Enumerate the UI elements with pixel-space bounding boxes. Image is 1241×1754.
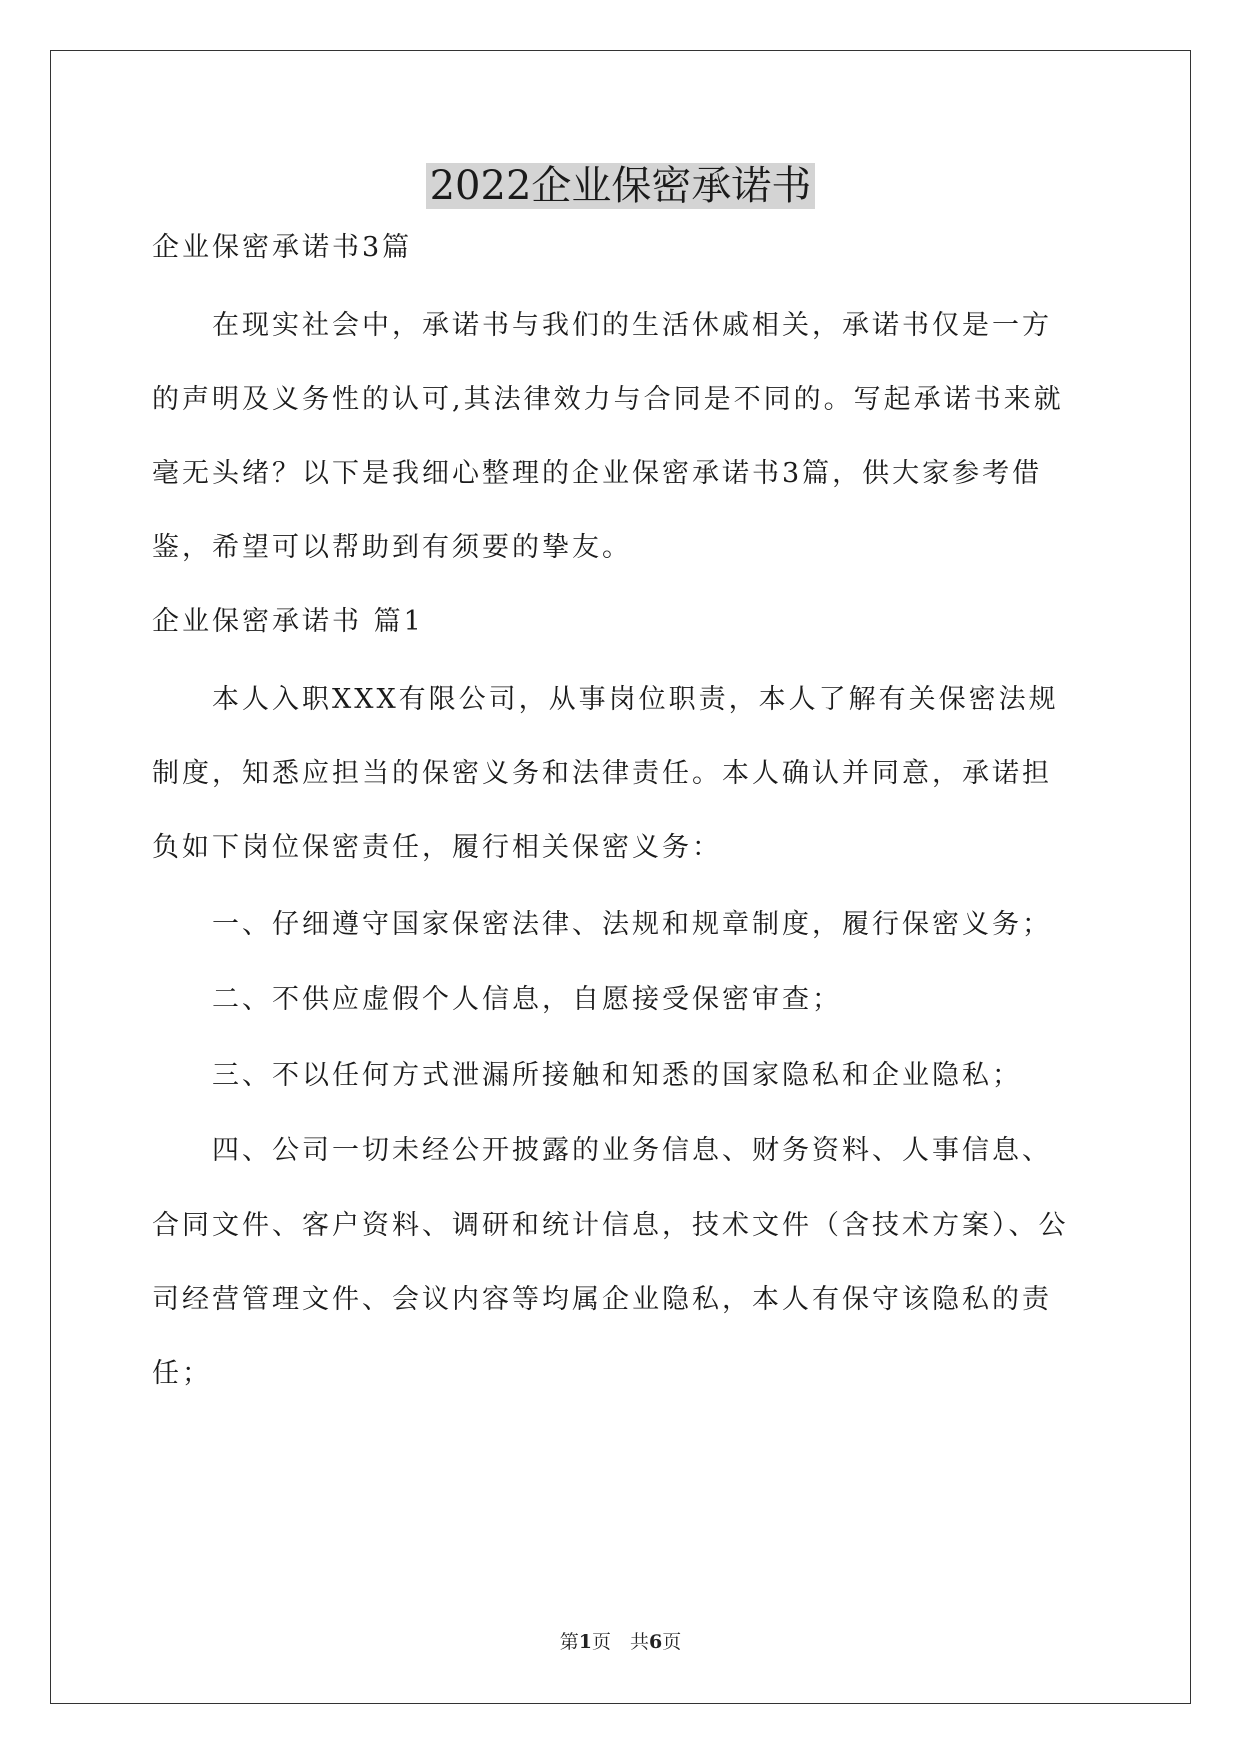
- paragraph-line: 制度，知悉应担当的保密义务和法律责任。本人确认并同意，承诺担: [152, 758, 1052, 789]
- section-heading: 企业保密承诺书 篇1: [152, 606, 424, 637]
- current-page-number: 1: [578, 1631, 592, 1653]
- paragraph-line: 负如下岗位保密责任，履行相关保密义务：: [152, 832, 722, 863]
- document-title: [0, 158, 1241, 214]
- paragraph-line: 任；: [152, 1358, 212, 1389]
- list-item: 四、公司一切未经公开披露的业务信息、财务资料、人事信息、: [152, 1135, 1052, 1166]
- page-border: [50, 50, 1191, 1704]
- total-page-number: 6: [649, 1631, 663, 1653]
- subtitle-line: 企业保密承诺书3篇: [152, 232, 413, 263]
- paragraph-line: 本人入职XXX有限公司，从事岗位职责，本人了解有关保密法规: [152, 684, 1059, 715]
- page-footer: [0, 1627, 1241, 1654]
- paragraph-line: 毫无头绪？以下是我细心整理的企业保密承诺书3篇，供大家参考借: [152, 458, 1043, 489]
- footer-prefix: 第: [559, 1631, 579, 1653]
- footer-suffix: 页: [662, 1631, 682, 1653]
- list-item: 三、不以任何方式泄漏所接触和知悉的国家隐私和企业隐私；: [152, 1060, 1022, 1091]
- paragraph-line: 合同文件、客户资料、调研和统计信息，技术文件（含技术方案）、公: [152, 1210, 1069, 1241]
- list-item: 一、仔细遵守国家保密法律、法规和规章制度，履行保密义务；: [152, 909, 1052, 940]
- document-title-text: 2022企业保密承诺书: [426, 163, 816, 209]
- paragraph-line: 司经营管理文件、会议内容等均属企业隐私，本人有保守该隐私的责: [152, 1284, 1052, 1315]
- list-item: 二、不供应虚假个人信息，自愿接受保密审查；: [152, 984, 842, 1015]
- paragraph-line: 在现实社会中，承诺书与我们的生活休戚相关，承诺书仅是一方: [152, 310, 1052, 341]
- footer-mid: 页 共: [591, 1631, 649, 1653]
- paragraph-line: 鉴，希望可以帮助到有须要的挚友。: [152, 532, 632, 563]
- paragraph-line: 的声明及义务性的认可,其法律效力与合同是不同的。写起承诺书来就: [152, 384, 1064, 415]
